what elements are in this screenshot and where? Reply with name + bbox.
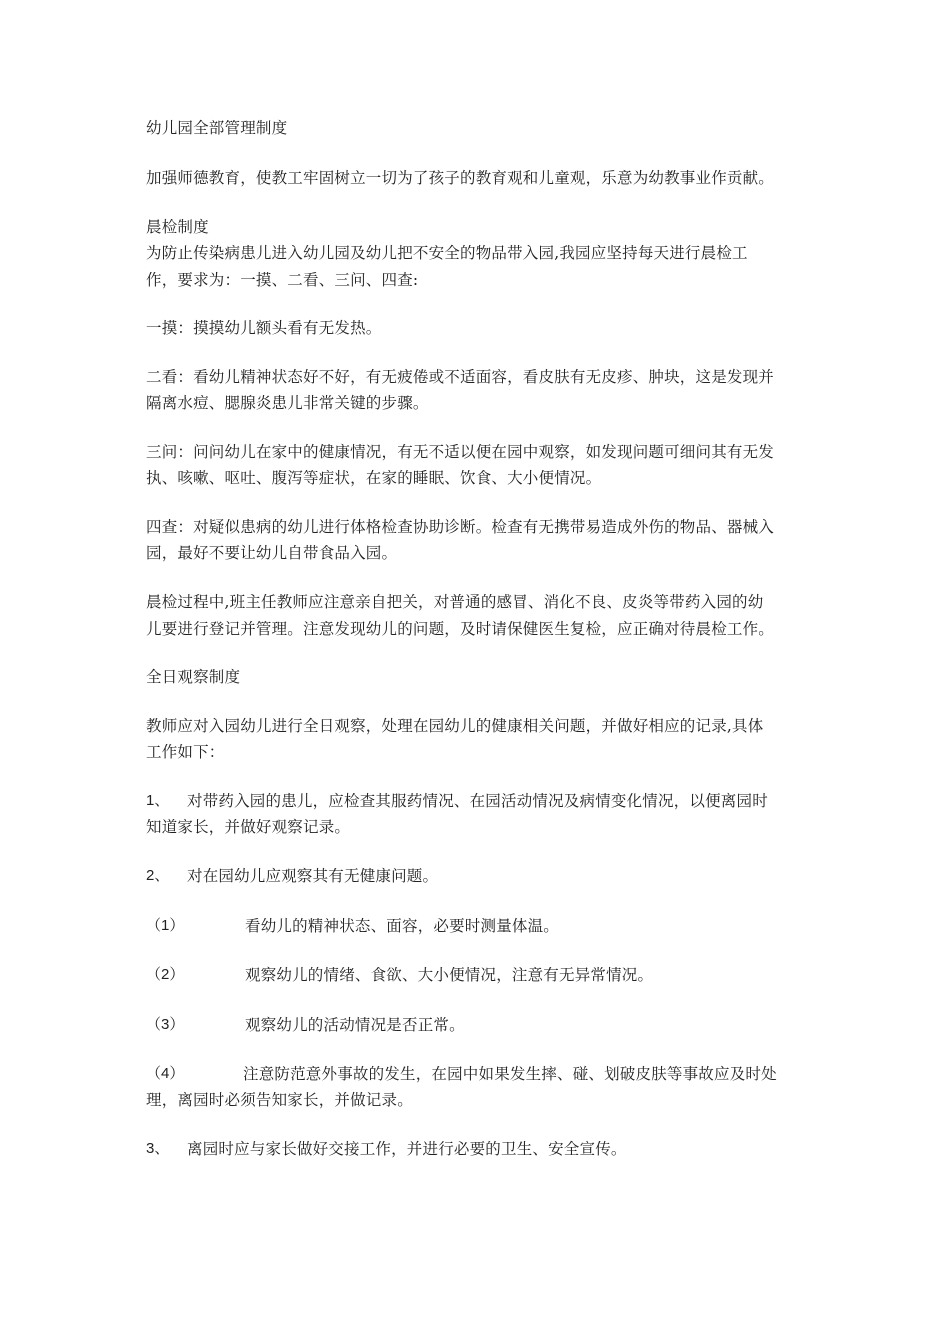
item1-number: 1、: [146, 792, 170, 809]
sub4-line1: 注意防范意外事故的发生，在园中如果发生摔、碰、划破皮肤等事故应及时处: [243, 1065, 777, 1083]
sub2-number: （2）: [146, 966, 185, 983]
morning-check-heading: 晨检制度: [146, 218, 209, 236]
item1-line1: 对带药入园的患儿，应检查其服药情况、在园活动情况及病情变化情况，以便离园时: [187, 792, 768, 810]
process-paragraph-line2: 儿要进行登记并管理。注意发现幼儿的问题，及时请保健医生复检，应正确对待晨检工作。: [146, 620, 775, 638]
touch-paragraph: 一摸：摸摸幼儿额头看有无发热。: [146, 319, 382, 337]
sub1-number: （1）: [146, 917, 185, 934]
ask-paragraph-line2: 执、咳嗽、呕吐、腹泻等症状，在家的睡眠、饮食、大小便情况。: [146, 469, 602, 487]
all-day-intro-line1: 教师应对入园幼儿进行全日观察，处理在园幼儿的健康相关问题，并做好相应的记录,具体: [146, 717, 764, 735]
sub4-number: （4）: [146, 1065, 185, 1082]
look-paragraph-line1: 二看：看幼儿精神状态好不好，有无疲倦或不适面容，看皮肤有无皮疹、肿块，这是发现并: [146, 368, 775, 386]
all-day-heading: 全日观察制度: [146, 668, 241, 686]
process-paragraph-line1: 晨检过程中,班主任教师应注意亲自把关，对普通的感冒、消化不良、皮炎等带药入园的幼: [146, 593, 764, 611]
ask-paragraph-line1: 三问：问问幼儿在家中的健康情况，有无不适以便在园中观察，如发现问题可细问其有无发: [146, 443, 775, 461]
document-title: 幼儿园全部管理制度: [146, 119, 288, 137]
morning-check-intro-line2: 作，要求为：一摸、二看、三问、四查:: [146, 271, 419, 289]
item2-number: 2、: [146, 867, 170, 884]
item3-text: 离园时应与家长做好交接工作，并进行必要的卫生、安全宣传。: [187, 1140, 627, 1158]
sub2-text: 观察幼儿的情绪、食欲、大小便情况，注意有无异常情况。: [245, 966, 654, 984]
sub3-text: 观察幼儿的活动情况是否正常。: [245, 1016, 465, 1034]
item3-number: 3、: [146, 1140, 170, 1157]
sub4-line2: 理，离园时必须告知家长，并做记录。: [146, 1091, 413, 1109]
intro-paragraph: 加强师德教育，使教工牢固树立一切为了孩子的教育观和儿童观，乐意为幼教事业作贡献。: [146, 169, 775, 187]
all-day-intro-line2: 工作如下：: [146, 743, 225, 761]
item2-text: 对在园幼儿应观察其有无健康问题。: [187, 867, 439, 885]
check-paragraph-line1: 四查：对疑似患病的幼儿进行体格检查协助诊断。检查有无携带易造成外伤的物品、器械入: [146, 518, 775, 536]
check-paragraph-line2: 园，最好不要让幼儿自带食品入园。: [146, 544, 398, 562]
morning-check-intro-line1: 为防止传染病患儿进入幼儿园及幼儿把不安全的物品带入园,我园应坚持每天进行晨检工: [146, 244, 748, 262]
sub3-number: （3）: [146, 1016, 185, 1033]
look-paragraph-line2: 隔离水痘、腮腺炎患儿非常关键的步骤。: [146, 394, 429, 412]
sub1-text: 看幼儿的精神状态、面容，必要时测量体温。: [245, 917, 560, 935]
item1-line2: 知道家长，并做好观察记录。: [146, 818, 351, 836]
